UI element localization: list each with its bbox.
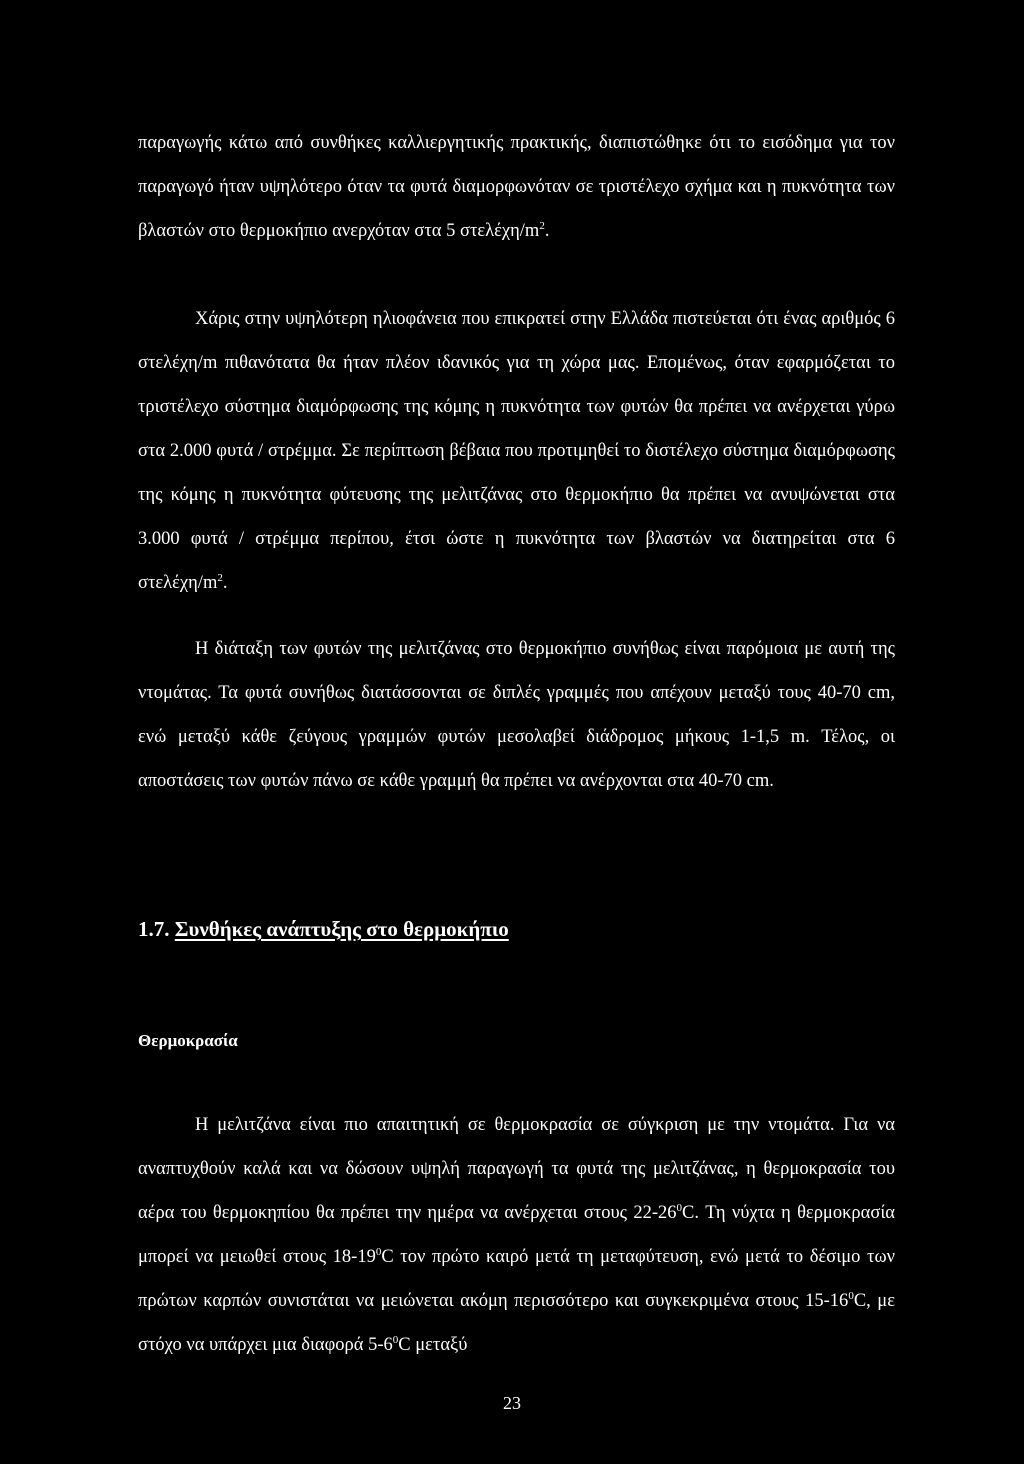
- page-number: 23: [503, 1393, 521, 1413]
- section-number: 1.7.: [138, 917, 170, 941]
- superscript-square: 2: [217, 572, 223, 584]
- section-title: Συνθήκες ανάπτυξης στο θερμοκήπιο: [174, 917, 509, 941]
- paragraph-greece-sunshine: [138, 297, 895, 605]
- temperature-text-part-c: C τον πρώτο καιρό μετά τη μεταφύτευση, ενώ μετά το δέσιμο των πρώτων καρπών συνιστάται να μειώνεται ακόμη περισσότερο και συγκεκριμένα στους 15-16: [138, 1247, 896, 1311]
- degree-superscript: 0: [848, 1290, 854, 1302]
- degree-superscript: 0: [676, 1202, 682, 1214]
- paragraph-stem-density-text: παραγωγής κάτω από συνθήκες καλλιεργητικής πρακτικής, διαπιστώθηκε ότι το εισόδημα για τον παραγωγό ήταν υψηλότερο όταν τα φυτά διαμορφωνόταν σε τριστέλεχο σχήμα και η πυκνότητα των βλαστών στο θερμοκήπιο ανερχόταν στα 5 στελέχη/m: [138, 133, 895, 241]
- temperature-text-part-e: C μεταξύ: [398, 1335, 468, 1355]
- degree-superscript: 0: [392, 1334, 399, 1346]
- paragraph-greece-sunshine-text: Χάρις στην υψηλότερη ηλιοφάνεια που επικρατεί στην Ελλάδα πιστεύεται ότι ένας αριθμός 6 στελέχη/m πιθανότατα θα ήταν πλέον ιδανικός για τη χώρα μας. Επομένως, όταν εφαρμόζεται το τριστέλεχο σύστημα διαμόρφωσης της κόμης η πυκνότητα των φυτών θα πρέπει να ανέρχεται γύρω στα 2.000 φυτά / στρέμμα. Σε περίπτωση βέβαια που προτιμηθεί το διστέλεχο σύστημα διαμόρφωσης της κόμης η πυκνότητα φύτευσης της μελιτζάνας στο θερμοκήπιο θα πρέπει να ανυψώνεται στα 3.000 φυτά / στρέμμα περίπου, έτσι ώστε η πυκνότητα των βλαστών να διατηρείται στα 6 στελέχη/m: [138, 309, 895, 593]
- section-heading: [138, 912, 509, 946]
- paragraph-stem-density: [138, 121, 895, 253]
- paragraph-end-mark: .: [544, 221, 550, 241]
- temperature-text-part-d: C, με στόχο να υπάρχει μια διαφορά 5-6: [138, 1291, 895, 1355]
- paragraph-temperature: [138, 1103, 895, 1367]
- paragraph-plant-arrangement: Η διάταξη των φυτών της μελιτζάνας στο θερμοκήπιο συνήθως είναι παρόμοια με αυτή της ντομάτας. Τα φυτά συνήθως διατάσσονται σε διπλές γραμμές που απέχουν μεταξύ τους 40-70 cm, ενώ μεταξύ κάθε ζεύγους γραμμών φυτών μεσολαβεί διάδρομος μήκους 1-1,5 m. Τέλος, οι αποστάσεις των φυτών πάνω σε κάθε γραμμή θα πρέπει να ανέρχονται στα 40-70 cm.: [138, 639, 895, 791]
- degree-superscript: 0: [375, 1246, 382, 1258]
- paragraph-end-mark: .: [222, 573, 228, 593]
- superscript-square: 2: [539, 220, 545, 232]
- subsection-heading-temperature: Θερμοκρασία: [138, 1031, 238, 1050]
- temperature-text-part-a: Η μελιτζάνα είναι πιο απαιτητική σε θερμοκρασία σε σύγκριση με την ντομάτα. Για να αναπτυχθούν καλά και να δώσουν υψηλή παραγωγή τα φυτά της μελιτζάνας, η θερμοκρασία του αέρα του θερμοκηπίου θα πρέπει την ημέρα να ανέρχεται στους 22-26: [138, 1115, 895, 1223]
- temperature-text-part-b: C. Τη νύχτα η θερμοκρασία μπορεί να μειωθεί στους 18-19: [138, 1203, 895, 1267]
